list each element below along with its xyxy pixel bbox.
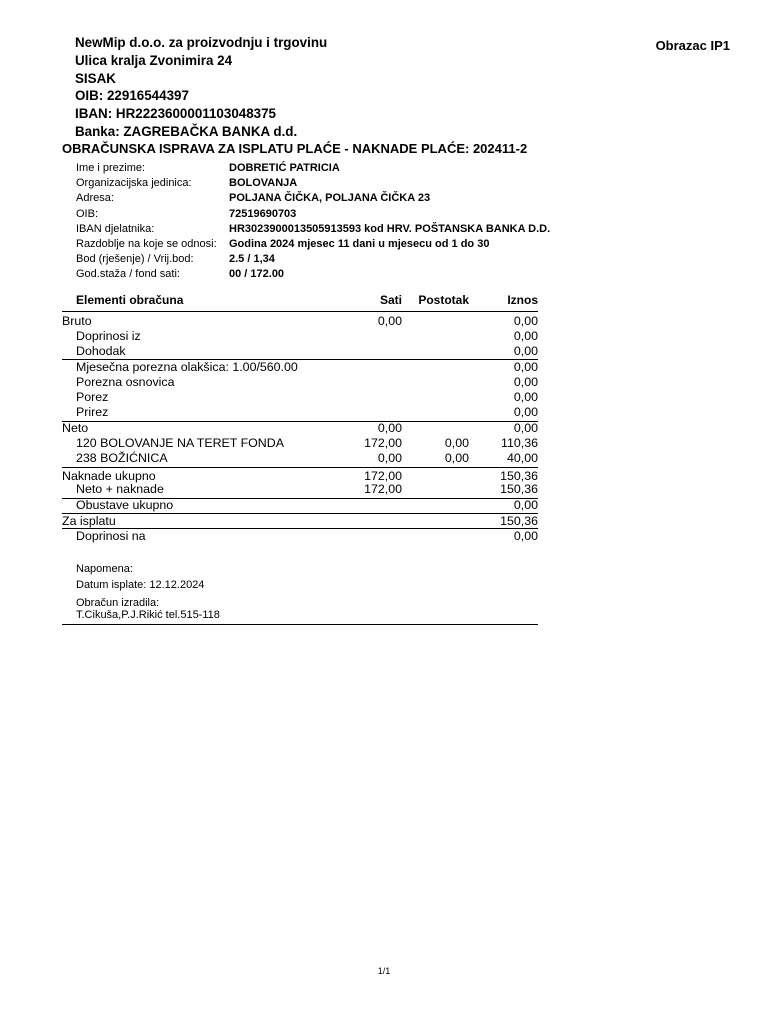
row-name: 120 BOLOVANJE NA TERET FONDA: [76, 436, 284, 450]
table-row: [62, 390, 538, 405]
document-title: OBRAČUNSKA ISPRAVA ZA ISPLATU PLAĆE - NAKNADE PLAĆE: 202411-2: [62, 141, 528, 156]
table-row: [62, 529, 538, 544]
row-iznos: 0,00: [513, 329, 538, 343]
row-iznos: 0,00: [513, 529, 538, 543]
row-sati: 172,00: [364, 469, 402, 483]
company-header: [75, 34, 327, 141]
page-number: 1/1: [377, 966, 391, 976]
row-sati: 172,00: [364, 436, 402, 450]
table-header: [62, 293, 538, 311]
row-name: Za isplatu: [62, 514, 116, 528]
row-name: Naknade ukupno: [62, 469, 156, 483]
row-sati: 0,00: [377, 314, 402, 328]
company-iban: IBAN: HR2223600001103048375: [75, 106, 277, 122]
company-name: NewMip d.o.o. za proizvodnju i trgovinu: [75, 35, 328, 50]
row-name: Dohodak: [76, 344, 126, 358]
footer-rule: [62, 624, 538, 625]
row-postotak: 0,00: [444, 451, 469, 465]
info-value: HR3023900013505913593 kod HRV. POŠTANSKA BANKA D.D.: [229, 222, 551, 235]
table-row: [62, 451, 538, 466]
row-iznos: 0,00: [513, 421, 538, 435]
row-iznos: 40,00: [506, 451, 538, 465]
row-iznos: 150,36: [500, 482, 538, 496]
info-label: Adresa:: [76, 192, 114, 205]
row-name: Doprinosi iz: [76, 329, 141, 343]
divider-after-bozicnica: [62, 467, 538, 468]
table-row: [62, 375, 538, 390]
info-value: Godina 2024 mjesec 11 dani u mjesecu od 1 do 30: [229, 237, 490, 250]
row-iznos: 0,00: [513, 344, 538, 358]
row-sati: 172,00: [364, 482, 402, 496]
info-label: Organizacijska jedinica:: [76, 177, 192, 190]
table-row: [62, 329, 538, 344]
row-name: Prirez: [76, 405, 109, 419]
row-name: Neto: [62, 421, 89, 435]
row-iznos: 0,00: [513, 314, 538, 328]
row-name: Doprinosi na: [76, 529, 146, 543]
table-row: [62, 344, 538, 359]
payment-date: Datum isplate: 12.12.2024: [76, 579, 205, 591]
info-label: Ime i prezime:: [76, 162, 146, 174]
row-name: Porez: [76, 390, 109, 404]
row-name: 238 BOŽIĆNICA: [76, 451, 168, 465]
row-iznos: 150,36: [500, 514, 538, 528]
row-name: Neto + naknade: [76, 482, 164, 496]
table-row: [62, 314, 538, 329]
header-iznos: Iznos: [507, 293, 538, 307]
company-street: Ulica kralja Zvonimira 24: [75, 52, 233, 68]
table-row: [62, 421, 538, 436]
row-sati: 0,00: [377, 421, 402, 435]
header-postotak: Postotak: [418, 293, 469, 307]
table-row: [62, 498, 538, 513]
company-city: SISAK: [75, 70, 116, 86]
company-bank: Banka: ZAGREBAČKA BANKA d.d.: [75, 123, 298, 139]
header-element: Elementi obračuna: [76, 293, 184, 307]
row-iznos: 0,00: [513, 375, 538, 389]
row-iznos: 0,00: [513, 360, 538, 374]
info-label: IBAN djelatnika:: [76, 222, 155, 235]
info-label: Bod (rješenje) / Vrij.bod:: [76, 253, 194, 266]
info-value: POLJANA ČIČKA, POLJANA ČIČKA 23: [229, 192, 431, 205]
table-row: [62, 360, 538, 375]
info-label: OIB:: [76, 207, 99, 220]
row-iznos: 0,00: [513, 405, 538, 419]
row-name: Porezna osnovica: [76, 375, 175, 389]
row-iznos: 110,36: [501, 436, 538, 450]
row-sati: 0,00: [377, 451, 402, 465]
company-oib: OIB: 22916544397: [75, 88, 189, 104]
row-iznos: 150,36: [500, 469, 538, 483]
row-name: Mjesečna porezna olakšica: 1.00/560.00: [76, 360, 298, 374]
info-label: Razdoblje na koje se odnosi:: [76, 237, 217, 250]
row-iznos: 0,00: [513, 498, 538, 512]
row-iznos: 0,00: [513, 390, 538, 404]
form-code: Obrazac IP1: [655, 38, 730, 53]
row-postotak: 0,00: [444, 436, 469, 450]
info-value: DOBRETIĆ PATRICIA: [229, 162, 340, 174]
notes-label: Napomena:: [76, 563, 133, 575]
prepared-by-label: Obračun izradila:: [76, 597, 160, 609]
info-label: God.staža / fond sati:: [76, 268, 180, 281]
info-value: BOLOVANJA: [229, 177, 298, 190]
header-sati: Sati: [379, 293, 402, 307]
prepared-by-value: T.Cikuša,P.J.Rikić tel.515-118: [76, 609, 220, 621]
table-row: [62, 514, 538, 529]
table-row: [62, 405, 538, 420]
row-name: Obustave ukupno: [76, 498, 174, 512]
info-value: 2.5 / 1,34: [229, 253, 275, 266]
info-value: 00 / 172.00: [229, 268, 285, 281]
info-value: 72519690703: [229, 207, 297, 220]
row-name: Bruto: [62, 314, 92, 328]
table-row: [62, 482, 538, 497]
header-divider: [62, 311, 538, 312]
table-row: [62, 436, 538, 451]
